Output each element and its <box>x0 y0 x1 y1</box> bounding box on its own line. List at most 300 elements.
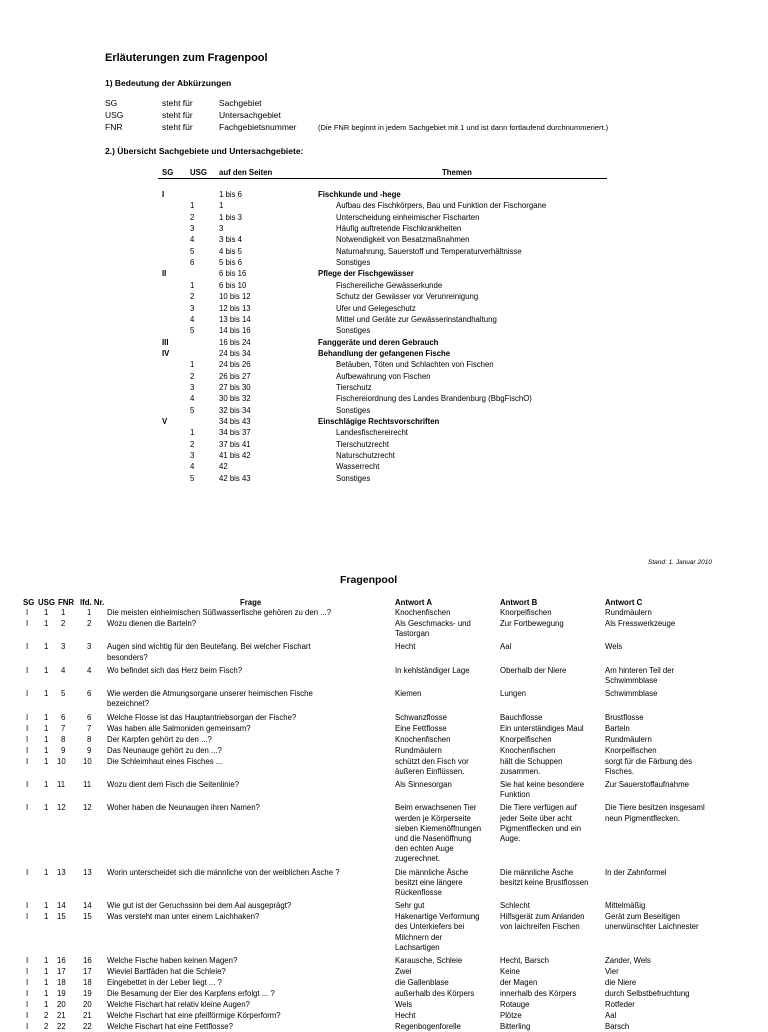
overview-header-topics: Themen <box>442 168 472 177</box>
overview-usg: 4 <box>190 235 195 245</box>
overview-pages: 16 bis 24 <box>219 337 251 347</box>
answer-a: Als Sinnesorgan <box>395 780 452 789</box>
answer-b: Sie hat keine besondere Funktion <box>500 780 585 800</box>
overview-topic: Schutz der Gewässer vor Verunreinigung <box>336 292 479 302</box>
answer-a: Wels <box>395 1000 413 1009</box>
question-row <box>0 901 768 911</box>
overview-header-sg: SG <box>162 168 174 177</box>
question-lfd: 6 <box>87 712 92 722</box>
answer-b: Die Tiere verfügen auf jeder Seite über acht Pigmentflecken und ein Auge. <box>500 803 582 843</box>
overview-row <box>0 212 480 223</box>
overview-row <box>0 473 460 484</box>
question-row <box>0 619 768 639</box>
answer-b: Keine <box>500 967 520 976</box>
question-text: Welche Fischart hat relativ kleine Augen? <box>107 1000 250 1009</box>
overview-pages: 3 bis 4 <box>219 235 242 245</box>
question-row <box>0 1000 768 1010</box>
answer-c: In der Zahnformel <box>605 867 667 877</box>
overview-topic: Sonstiges <box>336 473 371 483</box>
question-usg: 1 <box>44 756 49 766</box>
question-text: Wo befindet sich das Herz beim Fisch? <box>107 665 243 675</box>
answer-a: Knochenfischen <box>395 608 451 617</box>
answer-c: durch Selbstbefruchtung <box>605 989 690 998</box>
overview-pages: 12 bis 13 <box>219 303 251 313</box>
overview-pages: 41 bis 42 <box>219 451 251 461</box>
abbr-meaning: Fachgebietsnummer <box>219 122 297 132</box>
question-sg: I <box>26 912 29 922</box>
question-usg: 1 <box>44 608 49 617</box>
question-lfd: 17 <box>83 967 92 976</box>
question-lfd: 16 <box>83 956 92 965</box>
overview-pages: 4 bis 5 <box>219 246 242 256</box>
answer-a: Knochenfischen <box>395 734 451 744</box>
question-row <box>0 757 768 777</box>
answer-b: Bitterling <box>500 1022 531 1031</box>
overview-usg: 5 <box>190 405 195 415</box>
question-usg: 1 <box>44 867 49 877</box>
overview-pages: 5 bis 6 <box>219 258 242 268</box>
question-lfd: 19 <box>83 989 92 998</box>
question-lfd: 13 <box>83 867 92 877</box>
overview-topic: Naturschutzrecht <box>336 451 395 461</box>
overview-topic: Ufer und Gelegeschutz <box>336 303 416 313</box>
overview-topic: Unterscheidung einheimischer Fischarten <box>336 212 480 222</box>
question-text: Die Schleimhaut eines Fisches ... <box>107 756 223 766</box>
question-text: Das Neunauge gehört zu den ...? <box>107 745 222 755</box>
question-sg: I <box>26 756 29 766</box>
question-fnr: 21 <box>57 1011 66 1020</box>
question-fnr: 8 <box>61 734 66 744</box>
overview-row <box>0 303 460 314</box>
question-lfd: 18 <box>83 978 92 987</box>
question-sg: I <box>26 1000 29 1009</box>
overview-topic: Fischkunde und -hege <box>318 190 401 199</box>
overview-pages: 24 bis 26 <box>219 360 251 370</box>
overview-usg: 1 <box>190 360 195 370</box>
overview-row <box>0 348 460 359</box>
question-text: Welche Fischart hat eine Fettflosse? <box>107 1022 233 1031</box>
overview-topic: Sonstiges <box>336 258 371 268</box>
answer-a: Rundmäulern <box>395 745 442 755</box>
answer-b: Knochenfischen <box>500 745 556 755</box>
answer-b: Plötze <box>500 1011 522 1020</box>
answer-c: Rundmäulern <box>605 734 652 744</box>
overview-pages: 6 bis 10 <box>219 280 247 290</box>
question-text: Welche Fischart hat eine pfeilförmige Körperform? <box>107 1011 281 1020</box>
question-text: Worin unterscheidet sich die männliche von der weiblichen Äsche ? <box>107 867 340 877</box>
question-fnr: 9 <box>61 745 66 755</box>
overview-topic: Fischereiordnung des Landes Brandenburg (BbgFischO) <box>336 394 532 404</box>
answer-a: Schwanzflosse <box>395 712 448 722</box>
question-row <box>0 803 768 864</box>
answer-c: Am hinteren Teil der Schwimmblase <box>605 665 675 685</box>
answer-b: Oberhalb der Niere <box>500 665 567 675</box>
question-fnr: 11 <box>57 780 66 789</box>
overview-pages: 1 bis 6 <box>219 190 242 199</box>
answer-c: Mittelmäßig <box>605 901 646 911</box>
overview-usg: 2 <box>190 212 195 222</box>
overview-pages: 32 bis 34 <box>219 405 251 415</box>
question-sg: I <box>26 642 29 652</box>
answer-a: Hakenartige Verformung des Unterkiefers bei Milchnern der Lachsartigen <box>395 912 480 952</box>
overview-header-pages: auf den Seiten <box>219 168 273 177</box>
answer-b: innerhalb des Körpers <box>500 989 577 998</box>
overview-pages: 10 bis 12 <box>219 292 251 302</box>
abbr-note: (Die FNR beginnt in jedem Sachgebiet mit 1 und ist dann fortlaufend durchnummeriert.) <box>318 123 609 132</box>
overview-row <box>0 200 547 211</box>
overview-pages: 30 bis 32 <box>219 394 251 404</box>
question-lfd: 10 <box>83 756 92 766</box>
question-text: Was haben alle Salmoniden gemeinsam? <box>107 723 251 733</box>
overview-pages: 37 bis 41 <box>219 439 251 449</box>
question-fnr: 17 <box>57 967 66 976</box>
question-fnr: 6 <box>61 712 66 722</box>
question-fnr: 7 <box>61 723 66 733</box>
question-usg: 1 <box>44 745 49 755</box>
overview-row <box>0 393 532 404</box>
question-sg: I <box>26 901 29 911</box>
question-text: Die meisten einheimischen Süßwasserfische gehören zu den ...? <box>107 608 332 617</box>
overview-usg: 1 <box>190 201 195 211</box>
abbr-verb: steht für <box>162 122 193 132</box>
question-text: Woher haben die Neunaugen ihren Namen? <box>107 803 260 813</box>
overview-row <box>0 325 460 336</box>
overview-topic: Fischereiliche Gewässerkunde <box>336 280 443 290</box>
question-lfd: 12 <box>83 803 92 813</box>
overview-usg: 2 <box>190 371 195 381</box>
overview-pages: 42 <box>219 462 228 472</box>
question-sg: I <box>26 1022 29 1031</box>
abbr-meaning: Sachgebiet <box>219 98 262 108</box>
question-usg: 1 <box>44 989 49 998</box>
question-sg: I <box>26 803 29 813</box>
overview-pages: 34 bis 43 <box>219 417 251 426</box>
question-lfd: 7 <box>87 723 92 733</box>
question-lfd: 11 <box>83 780 92 789</box>
overview-usg: 2 <box>190 292 195 302</box>
answer-b: Hecht, Barsch <box>500 956 549 965</box>
overview-topic: Einschlägige Rechtsvorschriften <box>318 417 440 426</box>
question-row <box>0 666 768 686</box>
abbr-code: FNR <box>105 122 123 132</box>
question-sg: I <box>26 967 29 976</box>
overview-topic: Tierschutz <box>336 382 372 392</box>
question-usg: 1 <box>44 665 49 675</box>
overview-pages: 13 bis 14 <box>219 314 251 324</box>
question-text: Wozu dient dem Fisch die Seitenlinie? <box>107 780 240 789</box>
overview-row <box>0 189 460 200</box>
overview-row <box>0 280 460 291</box>
question-lfd: 6 <box>87 689 92 699</box>
question-header-c: Antwort C <box>605 598 643 607</box>
page-title: Erläuterungen zum Fragenpool <box>105 52 268 64</box>
overview-topic: Tierschutzrecht <box>336 439 390 449</box>
answer-b: Knorpelfischen <box>500 734 552 744</box>
answer-c: Barteln <box>605 723 630 733</box>
overview-usg: 3 <box>190 224 195 234</box>
question-row <box>0 978 768 988</box>
overview-pages: 34 bis 37 <box>219 428 251 438</box>
answer-a: Zwei <box>395 967 412 976</box>
question-usg: 2 <box>44 1011 49 1020</box>
abbr-meaning: Untersachgebiet <box>219 110 281 120</box>
question-sg: I <box>26 745 29 755</box>
question-fnr: 18 <box>57 978 66 987</box>
overview-row <box>0 359 494 370</box>
overview-pages: 3 <box>219 224 224 234</box>
answer-c: sorgt für die Färbung des Fisches. <box>605 756 693 776</box>
answer-a: Hecht <box>395 1011 416 1020</box>
overview-pages: 26 bis 27 <box>219 371 251 381</box>
overview-sg: I <box>162 190 165 199</box>
question-header-lfd: lfd. Nr. <box>80 598 105 607</box>
question-text: Eingebettet in der Leber liegt ... ? <box>107 978 222 987</box>
overview-topic: Pflege der Fischgewässer <box>318 269 414 279</box>
answer-b: Ein unterständiges Maul <box>500 723 584 733</box>
question-fnr: 15 <box>57 912 66 922</box>
overview-sg: V <box>162 417 168 426</box>
answer-b: Die männliche Äsche besitzt keine Brustflossen <box>500 867 589 887</box>
question-text: Was versteht man unter einem Laichhaken? <box>107 912 260 922</box>
overview-sg: II <box>162 269 167 279</box>
question-lfd: 21 <box>83 1011 92 1020</box>
question-fnr: 4 <box>61 665 66 675</box>
answer-a: schützt den Fisch vor äußeren Einflüssen. <box>395 756 469 776</box>
overview-usg: 4 <box>190 314 195 324</box>
stand-date: Stand: 1. Januar 2010 <box>648 559 712 566</box>
answer-c: Zander, Wels <box>605 956 651 965</box>
answer-a: Kiemen <box>395 689 422 699</box>
question-row <box>0 868 768 899</box>
question-usg: 1 <box>44 978 49 987</box>
question-fnr: 3 <box>61 642 66 652</box>
answer-c: Wels <box>605 642 623 652</box>
question-lfd: 15 <box>83 912 92 922</box>
question-row <box>0 724 768 734</box>
question-row <box>0 1011 768 1021</box>
answer-a: In kehlständiger Lage <box>395 665 470 675</box>
answer-c: Brustflosse <box>605 712 644 722</box>
overview-row <box>0 416 460 427</box>
question-sg: I <box>26 608 29 617</box>
question-lfd: 22 <box>83 1022 92 1031</box>
question-usg: 1 <box>44 723 49 733</box>
question-row <box>0 642 768 662</box>
overview-row <box>0 371 460 382</box>
overview-topic: Naturnahrung, Sauerstoff und Temperaturverhältnisse <box>336 246 522 256</box>
overview-row <box>0 405 460 416</box>
overview-topic: Sonstiges <box>336 326 371 336</box>
question-sg: I <box>26 665 29 675</box>
question-lfd: 3 <box>87 642 92 652</box>
overview-usg: 1 <box>190 428 195 438</box>
overview-pages: 24 bis 34 <box>219 348 251 358</box>
section2-title: 2.) Übersicht Sachgebiete und Untersachgebiete: <box>105 146 304 156</box>
answer-a: Karausche, Schleie <box>395 956 463 965</box>
question-header-sg: SG <box>23 598 35 607</box>
overview-usg: 4 <box>190 394 195 404</box>
overview-usg: 5 <box>190 326 195 336</box>
abbr-code: SG <box>105 98 118 108</box>
overview-topic: Aufbau des Fischkörpers, Bau und Funktion der Fischorgane <box>336 201 547 211</box>
abbr-verb: steht für <box>162 110 193 120</box>
overview-topic: Behandlung der gefangenen Fische <box>318 348 451 358</box>
question-sg: I <box>26 723 29 733</box>
overview-usg: 3 <box>190 303 195 313</box>
question-row <box>0 912 768 953</box>
answer-a: Hecht <box>395 642 416 652</box>
question-header-a: Antwort A <box>395 598 432 607</box>
question-fnr: 5 <box>61 689 66 699</box>
question-row <box>0 689 768 709</box>
answer-c: Gerät zum Beseitigen unerwünschter Laichnester <box>605 912 699 932</box>
question-lfd: 2 <box>87 619 92 628</box>
answer-c: Als Fresswerkzeuge <box>605 619 676 628</box>
question-text: Welche Fische haben keinen Magen? <box>107 956 238 965</box>
question-usg: 1 <box>44 734 49 744</box>
answer-a: Beim erwachsenen Tier werden je Körperseite sieben Kiemenöffnungen und die Nasenöffnung den echten Auge zugerechnet. <box>395 803 482 864</box>
question-usg: 1 <box>44 956 49 965</box>
answer-b: Zur Fortbewegung <box>500 619 564 628</box>
overview-row <box>0 382 460 393</box>
overview-usg: 4 <box>190 462 195 472</box>
overview-sg: IV <box>162 348 170 358</box>
answer-a: Als Geschmacks- und Tastorgan <box>395 619 471 639</box>
overview-pages: 14 bis 16 <box>219 326 251 336</box>
fragenpool-title: Fragenpool <box>340 574 398 586</box>
question-sg: I <box>26 978 29 987</box>
overview-header-rule <box>158 178 607 179</box>
answer-a: Sehr gut <box>395 901 425 911</box>
question-text: Der Karpfen gehört zu den ...? <box>107 734 212 744</box>
answer-c: Die Tiere besitzen insgesaml neun Pigmentflecken. <box>605 803 705 823</box>
abbr-code: USG <box>105 110 124 120</box>
question-usg: 1 <box>44 780 49 789</box>
answer-b: Knorpelfischen <box>500 608 552 617</box>
question-fnr: 14 <box>57 901 66 911</box>
question-lfd: 4 <box>87 665 92 675</box>
question-lfd: 9 <box>87 745 92 755</box>
question-text: Wieviel Bartfäden hat die Schleie? <box>107 967 226 976</box>
answer-a: Die männliche Äsche besitzt eine längere Rückenflosse <box>395 867 469 897</box>
question-usg: 1 <box>44 642 49 652</box>
answer-b: Schlecht <box>500 901 530 911</box>
overview-pages: 1 bis 3 <box>219 212 242 222</box>
question-text: Wozu dienen die Barteln? <box>107 619 197 628</box>
overview-topic: Fanggeräte und deren Gebrauch <box>318 337 439 347</box>
question-text: Die Besamung der Eier des Karpfens erfolgt ... ? <box>107 989 275 998</box>
question-row <box>0 989 768 999</box>
overview-pages: 27 bis 30 <box>219 382 251 392</box>
question-row <box>0 608 768 618</box>
overview-pages: 42 bis 43 <box>219 473 251 483</box>
question-fnr: 20 <box>57 1000 66 1009</box>
overview-topic: Betäuben, Töten und Schlachten von Fischen <box>336 360 494 370</box>
question-sg: I <box>26 989 29 998</box>
question-lfd: 14 <box>83 901 92 911</box>
answer-a: außerhalb des Körpers <box>395 989 475 998</box>
overview-sg: III <box>162 337 169 347</box>
question-sg: I <box>26 712 29 722</box>
question-fnr: 19 <box>57 989 66 998</box>
question-fnr: 10 <box>57 756 66 766</box>
question-lfd: 20 <box>83 1000 92 1009</box>
question-usg: 1 <box>44 1000 49 1009</box>
overview-row <box>0 314 497 325</box>
overview-usg: 3 <box>190 382 195 392</box>
question-fnr: 22 <box>57 1022 66 1031</box>
overview-topic: Wasserrecht <box>336 462 380 472</box>
question-row <box>0 967 768 977</box>
question-sg: I <box>26 956 29 965</box>
question-row <box>0 956 768 966</box>
answer-c: Knorpelfischen <box>605 745 657 755</box>
overview-usg: 2 <box>190 439 195 449</box>
question-usg: 1 <box>44 967 49 976</box>
overview-row <box>0 439 460 450</box>
overview-row <box>0 450 460 461</box>
question-sg: I <box>26 619 29 628</box>
question-text: Wie werden die Atmungsorgane unserer heimischen Fische bezeichnet? <box>107 689 313 709</box>
question-lfd: 1 <box>87 608 92 617</box>
question-lfd: 8 <box>87 734 92 744</box>
question-header-b: Antwort B <box>500 598 538 607</box>
section1-title: 1) Bedeutung der Abkürzungen <box>105 78 232 88</box>
answer-c: Rundmäulern <box>605 608 652 617</box>
question-row <box>0 713 768 723</box>
question-fnr: 12 <box>57 803 66 813</box>
answer-c: die Niere <box>605 978 637 987</box>
question-sg: I <box>26 734 29 744</box>
question-sg: I <box>26 1011 29 1020</box>
overview-row <box>0 234 470 245</box>
overview-topic: Notwendigkeit von Besatzmaßnahmen <box>336 235 470 245</box>
question-text: Welche Flosse ist das Hauptantriebsorgan der Fische? <box>107 712 297 722</box>
question-sg: I <box>26 689 29 699</box>
answer-a: Eine Fettflosse <box>395 723 447 733</box>
overview-pages: 1 <box>219 201 224 211</box>
answer-a: die Gallenblase <box>395 978 449 987</box>
question-usg: 1 <box>44 619 49 628</box>
overview-row <box>0 461 460 472</box>
question-row <box>0 780 768 800</box>
question-usg: 1 <box>44 803 49 813</box>
answer-b: Aal <box>500 642 512 652</box>
overview-row <box>0 246 522 257</box>
overview-topic: Sonstiges <box>336 405 371 415</box>
overview-usg: 3 <box>190 451 195 461</box>
overview-topic: Häufig auftretende Fischkrankheiten <box>336 224 462 234</box>
overview-row <box>0 427 460 438</box>
answer-b: Bauchflosse <box>500 712 543 722</box>
question-text: Augen sind wichtig für den Beutefang. Bei welcher Fischart besonders? <box>107 642 311 662</box>
overview-row <box>0 291 479 302</box>
answer-c: Rotfeder <box>605 1000 635 1009</box>
answer-b: Rotauge <box>500 1000 530 1009</box>
overview-usg: 5 <box>190 473 195 483</box>
overview-usg: 6 <box>190 258 195 268</box>
overview-topic: Landesfischereirecht <box>336 428 408 438</box>
overview-topic: Aufbewahrung von Fischen <box>336 371 431 381</box>
question-usg: 1 <box>44 689 49 699</box>
question-sg: I <box>26 867 29 877</box>
answer-c: Schwimmblase <box>605 689 658 699</box>
overview-row <box>0 268 460 279</box>
answer-c: Vier <box>605 967 619 976</box>
question-fnr: 1 <box>61 608 66 617</box>
abbr-verb: steht für <box>162 98 193 108</box>
answer-b: der Magen <box>500 978 538 987</box>
